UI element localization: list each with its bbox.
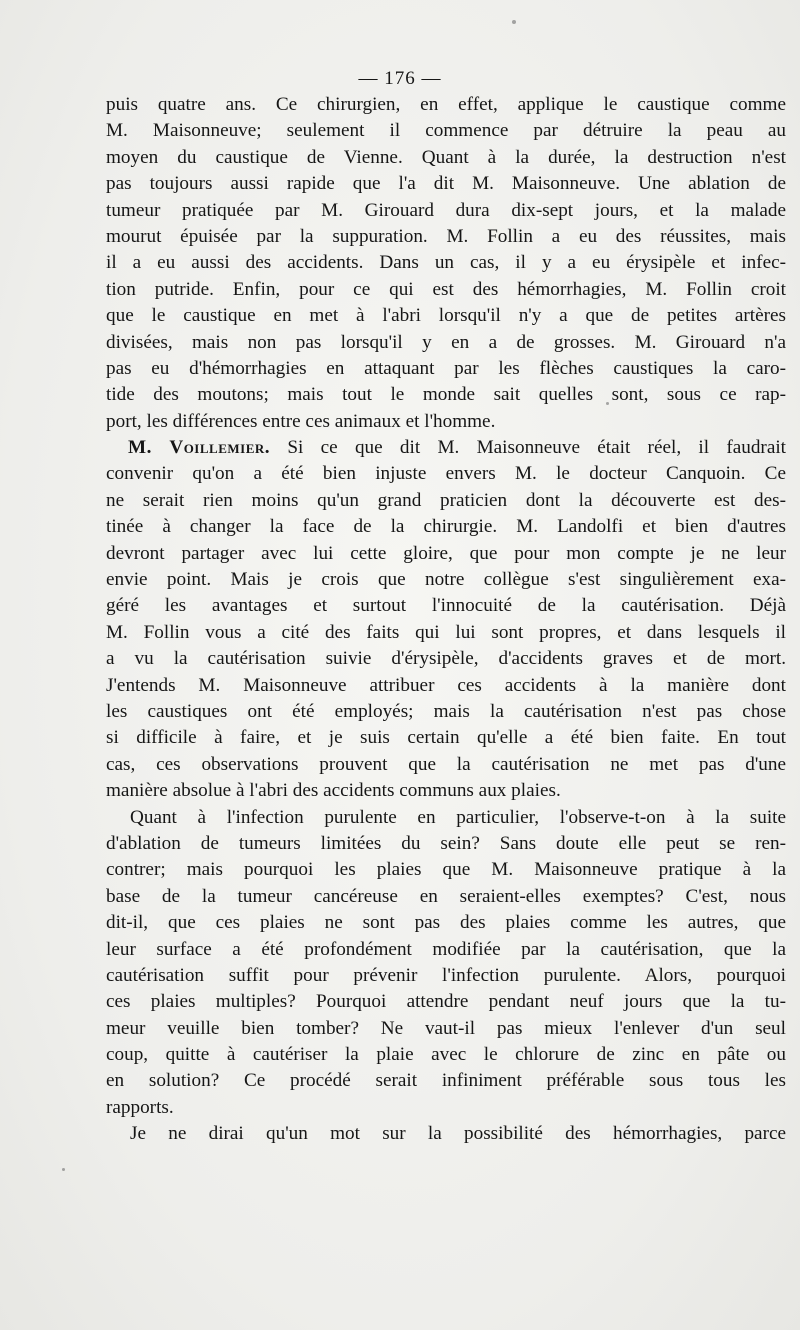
text-line: divisées, mais non pas lorsqu'il y en a de grosses. M. Girouard n'a <box>106 331 786 353</box>
paragraph <box>106 92 786 435</box>
text-line: convenir qu'on a été bien injuste envers M. le docteur Canquoin. Ce <box>106 463 786 485</box>
text-line: M. Follin vous a cité des faits qui lui sont propres, et dans lesquels il <box>106 621 786 643</box>
paragraph <box>106 435 786 804</box>
page-number: — 176 — <box>358 68 442 89</box>
ink-speck <box>512 20 516 24</box>
text-line: M. Maisonneuve; seulement il commence par détruire la peau au <box>106 120 786 142</box>
text-line: si difficile à faire, et je suis certain qu'elle a été bien faite. En tout <box>106 727 786 749</box>
text-line: dit-il, que ces plaies ne sont pas des plaies comme les autres, que <box>106 912 786 934</box>
text-line: puis quatre ans. Ce chirurgien, en effet, applique le caustique comme <box>106 94 786 115</box>
ink-speck <box>62 1168 65 1171</box>
text-line: géré les avantages et surtout l'innocuité de la cautérisation. Déjà <box>106 595 786 617</box>
text-line: cautérisation suffit pour prévenir l'infection purulente. Alors, pourquoi <box>106 964 786 986</box>
text-line: meur veuille bien tomber? Ne vaut-il pas mieux l'enlever d'un seul <box>106 1017 786 1039</box>
text-line: les caustiques ont été employés; mais la cautérisation n'est pas chose <box>106 700 786 722</box>
text-line: coup, quitte à cautériser la plaie avec le chlorure de zinc en pâte ou <box>106 1044 786 1066</box>
text-line: Quant à l'infection purulente en particulier, l'observe-t-on à la suite <box>130 806 786 828</box>
text-line: tion putride. Enfin, pour ce qui est des hémorrhagies, M. Follin croit <box>106 278 786 300</box>
text-line: envie point. Mais je crois que notre collègue s'est singulièrement exa- <box>106 569 786 591</box>
text-line: en solution? Ce procédé serait infiniment préférable sous tous les <box>106 1070 786 1092</box>
text-line: devront partager avec lui cette gloire, que pour mon compte je ne leur <box>106 542 786 564</box>
speaker-name: M. Voillemier. <box>128 437 271 459</box>
text-line: tumeur pratiquée par M. Girouard dura dix-sept jours, et la malade <box>106 199 786 221</box>
text-line: pas toujours aussi rapide que l'a dit M. Maisonneuve. Une ablation de <box>106 173 786 195</box>
text-line: mourut épuisée par la suppuration. M. Follin a eu des réussites, mais <box>106 225 786 247</box>
text-line-rest: Si ce que dit M. Maisonneuve était réel, il faudrait <box>287 437 786 459</box>
text-line: tinée à changer la face de la chirurgie. M. Landolfi et bien d'autres <box>106 516 786 538</box>
text-line: moyen du caustique de Vienne. Quant à la durée, la destruction n'est <box>106 146 786 168</box>
text-line: rapports. <box>106 1096 174 1118</box>
text-line: d'ablation de tumeurs limitées du sein? Sans doute elle peut se ren- <box>106 832 786 854</box>
text-line: que le caustique en met à l'abri lorsqu'il n'y a que de petites artères <box>106 305 786 327</box>
text-line: port, les différences entre ces animaux et l'homme. <box>106 410 496 432</box>
text-line: ne serait rien moins qu'un grand praticien dont la découverte est des- <box>106 489 786 511</box>
paragraph <box>106 1121 786 1147</box>
text-line: J'entends M. Maisonneuve attribuer ces accidents à la manière dont <box>106 674 786 696</box>
text-line: a vu la cautérisation suivie d'érysipèle, d'accidents graves et de mort. <box>106 648 786 670</box>
text-line: Je ne dirai qu'un mot sur la possibilité des hémorrhagies, parce <box>130 1123 786 1145</box>
text-line: pas eu d'hémorrhagies en attaquant par les flèches caustiques la caro- <box>106 357 786 379</box>
text-line: leur surface a été profondément modifiée par la cautérisation, que la <box>106 938 786 960</box>
paragraph <box>106 805 786 1122</box>
text-line: il a eu aussi des accidents. Dans un cas, il y a eu érysipèle et infec- <box>106 252 786 274</box>
text-line: base de la tumeur cancéreuse en seraient-elles exemptes? C'est, nous <box>106 885 786 907</box>
text-line: contrer; mais pourquoi les plaies que M. Maisonneuve pratique à la <box>106 859 786 881</box>
text-line: manière absolue à l'abri des accidents communs aux plaies. <box>106 780 561 802</box>
text-line <box>106 435 786 461</box>
text-line: ces plaies multiples? Pourquoi attendre pendant neuf jours que la tu- <box>106 991 786 1013</box>
text-line: cas, ces observations prouvent que la cautérisation ne met pas d'une <box>106 753 786 775</box>
text-line: tide des moutons; mais tout le monde sait quelles sont, sous ce rap- <box>106 384 786 406</box>
body-text <box>106 92 786 1148</box>
